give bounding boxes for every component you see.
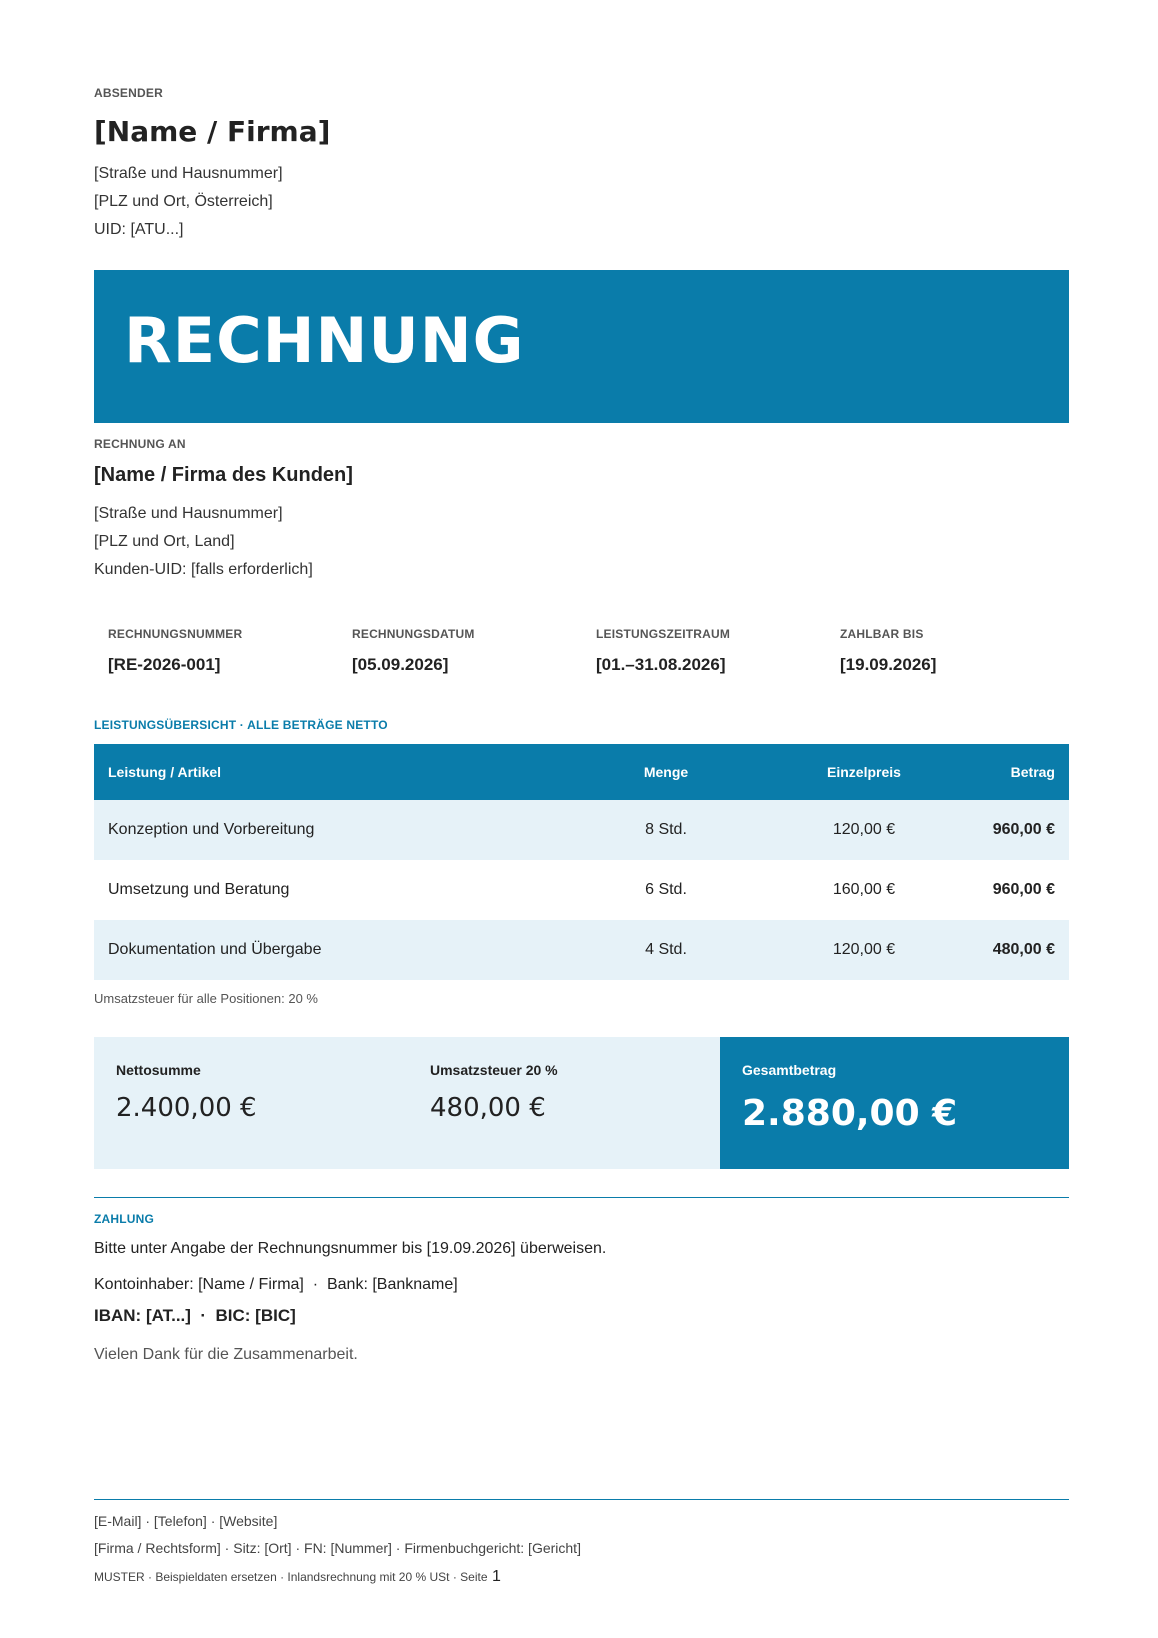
- meta-invoice-date: [352, 627, 582, 675]
- meta-label: RECHNUNGSDATUM: [352, 627, 475, 641]
- table-row: [94, 800, 1069, 860]
- recipient-name: [Name / Firma des Kunden]: [94, 464, 353, 486]
- row-item: Dokumentation und Übergabe: [94, 920, 582, 980]
- total-highlight: [720, 1037, 1069, 1169]
- meta-service-period: [596, 627, 826, 675]
- row-item: Umsetzung und Beratung: [108, 881, 290, 898]
- table-row: [94, 860, 1069, 920]
- footer-contact: [E-Mail] · [Telefon] · [Website]: [94, 1513, 278, 1529]
- row-amount: 960,00 €: [992, 881, 1055, 898]
- footer-note-line: [94, 1568, 501, 1586]
- row-qty: 6 Std.: [645, 881, 687, 898]
- net-value: 2.400,00 €: [116, 1093, 257, 1123]
- tax-label: Umsatzsteuer 20 %: [430, 1062, 558, 1078]
- payment-instruction: Bitte unter Angabe der Rechnungsnummer bis [19.09.2026] überweisen.: [94, 1240, 607, 1257]
- row-unit-price: 120,00 €: [750, 800, 978, 860]
- row-qty: 4 Std.: [582, 920, 750, 980]
- items-section-label: LEISTUNGSÜBERSICHT · ALLE BETRÄGE NETTO: [94, 718, 388, 732]
- page-number: 1: [491, 1568, 501, 1585]
- table-row: [94, 920, 1069, 980]
- footer-note: MUSTER · Beispieldaten ersetzen · Inlandsrechnung mit 20 % USt · Seite: [94, 1570, 488, 1584]
- sender-city: [PLZ und Ort, Österreich]: [94, 193, 273, 210]
- meta-value: [19.09.2026]: [840, 655, 937, 674]
- gross-label: Gesamtbetrag: [742, 1062, 837, 1078]
- tax-value: 480,00 €: [430, 1093, 546, 1123]
- header-unit-price: Einzelpreis: [750, 744, 978, 800]
- document-title: RECHNUNG: [124, 304, 525, 377]
- header-amount: Betrag: [978, 744, 1069, 800]
- header-item: Leistung / Artikel: [94, 744, 582, 800]
- recipient-address: [94, 500, 313, 584]
- row-unit-price: 160,00 €: [832, 881, 896, 898]
- recipient-city: [PLZ und Ort, Land]: [94, 533, 235, 550]
- meta-label: ZAHLBAR BIS: [840, 627, 924, 641]
- items-table: [94, 744, 1069, 980]
- recipient-uid: Kunden-UID: [falls erforderlich]: [94, 561, 313, 578]
- sender-street: [Straße und Hausnummer]: [94, 165, 283, 182]
- payment-divider: [94, 1197, 1069, 1198]
- row-amount: 480,00 €: [978, 920, 1069, 980]
- title-banner: [94, 270, 1069, 423]
- row-item: Konzeption und Vorbereitung: [94, 800, 582, 860]
- meta-invoice-number: [108, 627, 338, 675]
- footer-divider: [94, 1499, 1069, 1500]
- tax-note: Umsatzsteuer für alle Positionen: 20 %: [94, 991, 318, 1006]
- table-header-row: [94, 744, 1069, 800]
- payment-label: ZAHLUNG: [94, 1212, 155, 1226]
- payment-iban: IBAN: [AT...] · BIC: [BIC]: [94, 1306, 296, 1325]
- header-qty: Menge: [582, 744, 750, 800]
- totals-summary: [94, 1037, 720, 1169]
- row-unit-price: 120,00 €: [750, 920, 978, 980]
- row-amount: 960,00 €: [978, 800, 1069, 860]
- meta-value: [05.09.2026]: [352, 655, 449, 674]
- meta-label: LEISTUNGSZEITRAUM: [596, 627, 731, 641]
- recipient-label: RECHNUNG AN: [94, 437, 186, 451]
- sender-label: ABSENDER: [94, 86, 163, 100]
- row-qty: 8 Std.: [582, 800, 750, 860]
- meta-value: [01.–31.08.2026]: [596, 655, 726, 674]
- meta-value: [RE-2026-001]: [108, 655, 221, 674]
- meta-label: RECHNUNGSNUMMER: [108, 627, 243, 641]
- payment-account: Kontoinhaber: [Name / Firma] · Bank: [Bankname]: [94, 1276, 458, 1293]
- net-label: Nettosumme: [116, 1062, 201, 1078]
- meta-due-date: [840, 627, 1070, 675]
- gross-value: 2.880,00 €: [742, 1093, 958, 1134]
- sender-address: [94, 160, 283, 244]
- thanks-message: Vielen Dank für die Zusammenarbeit.: [94, 1346, 358, 1363]
- recipient-street: [Straße und Hausnummer]: [94, 505, 283, 522]
- sender-uid: UID: [ATU...]: [94, 221, 184, 238]
- footer-legal: [Firma / Rechtsform] · Sitz: [Ort] · FN: [Nummer] · Firmenbuchgericht: [Gericht]: [94, 1540, 581, 1556]
- sender-name: [Name / Firma]: [94, 115, 331, 148]
